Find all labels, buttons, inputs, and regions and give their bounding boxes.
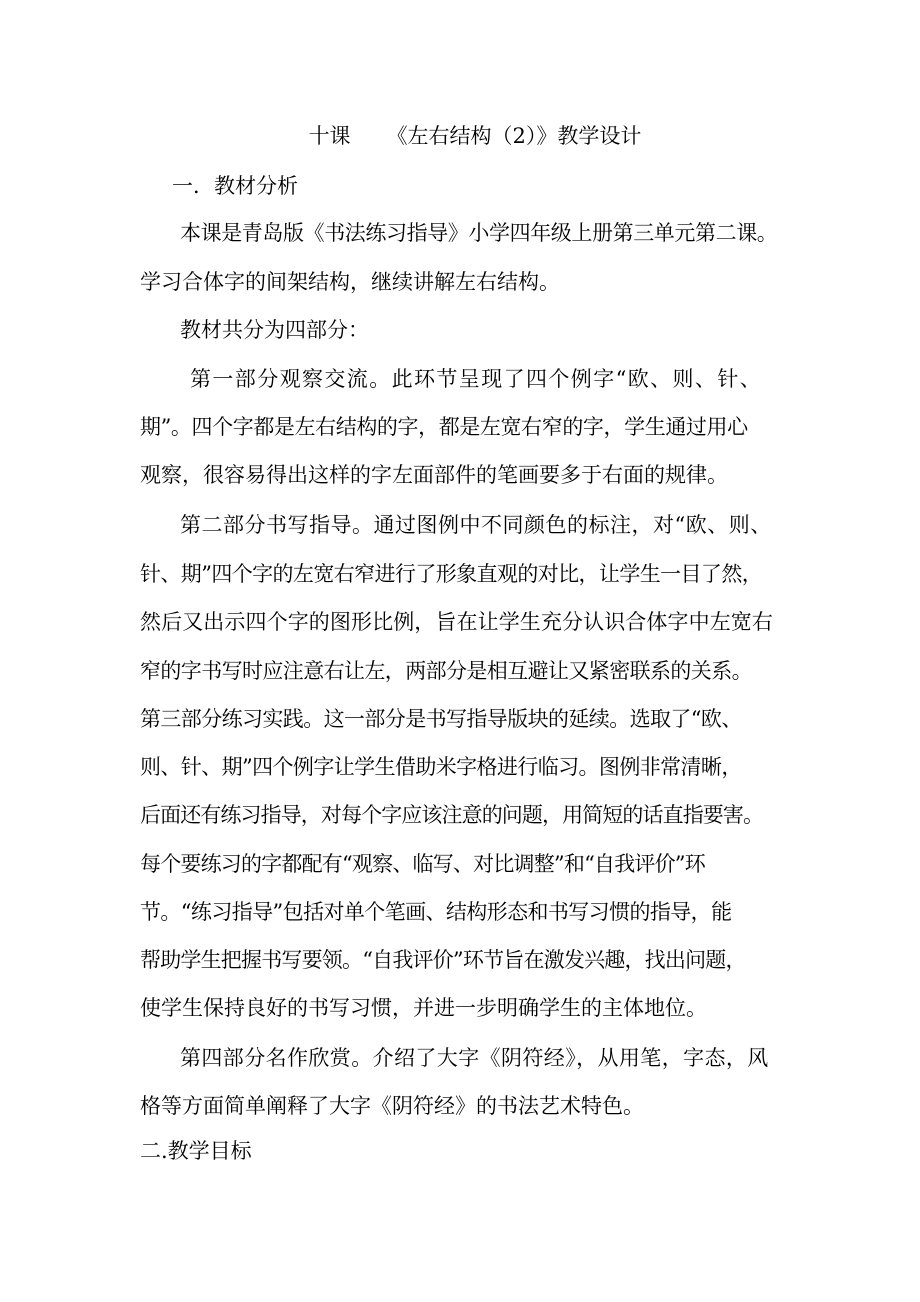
paragraph-line: 期”。四个字都是左右结构的字，都是左宽右窄的字，学生通过用心 [140,415,748,439]
paragraph-line: 第一部分观察交流。此环节呈现了四个例字“欧、则、针、 [190,367,763,391]
paragraph-line: 本课是青岛版《书法练习指导》小学四年级上册第三单元第二课。 [180,221,778,245]
paragraph-line: 针、期”四个字的左宽右窄进行了形象直观的对比，让学生一目了然， [140,562,763,586]
paragraph-line: 然后又出示四个字的图形比例，旨在让学生充分认识合体字中左宽右 [140,610,773,634]
paragraph-line: 第二部分书写指导。通过图例中不同颜色的标注，对“欧、则、 [180,513,772,537]
paragraph-line: 帮助学生把握书写要领。“自我评价”环节旨在激发兴趣，找出问题， [140,948,746,972]
paragraph-line: 后面还有练习指导，对每个字应该注意的问题，用简短的话直指要害。 [140,803,764,827]
section-heading-textbook-analysis: 一．教材分析 [172,174,298,198]
document-title [0,116,920,156]
section-heading-teaching-goals: 二.教学目标 [140,1139,252,1163]
paragraph-line: 观察，很容易得出这样的字左面部件的笔画要多于右面的规律。 [140,463,728,487]
paragraph-line: 节。“练习指导”包括对单个笔画、结构形态和书写习惯的指导，能 [140,900,732,924]
title-name: 《左右结构（2）》教学设计 [386,124,642,148]
paragraph-line: 学习合体字的间架结构，继续讲解左右结构。 [140,270,560,294]
paragraph-line: 格等方面简单阐释了大字《阴符经》的书法艺术特色。 [140,1094,644,1118]
paragraph-line: 教材共分为四部分： [180,318,369,342]
paragraph-line: 窄的字书写时应注意右让左，两部分是相互避让又紧密联系的关系。 [140,659,752,683]
paragraph-line: 第四部分名作欣赏。介绍了大字《阴符经》，从用笔，字态，风 [180,1046,769,1070]
paragraph-line: 第三部分练习实践。这一部分是书写指导版块的延续。选取了“欧、 [140,707,742,731]
paragraph-line: 则、针、期”四个例字让学生借助米字格进行临习。图例非常清晰， [140,755,742,779]
title-lesson: 十课 [308,124,351,148]
paragraph-line: 使学生保持良好的书写习惯，并进一步明确学生的主体地位。 [140,996,707,1020]
paragraph-line: 每个要练习的字都配有“观察、临写、对比调整”和“自我评价”环 [140,852,705,876]
